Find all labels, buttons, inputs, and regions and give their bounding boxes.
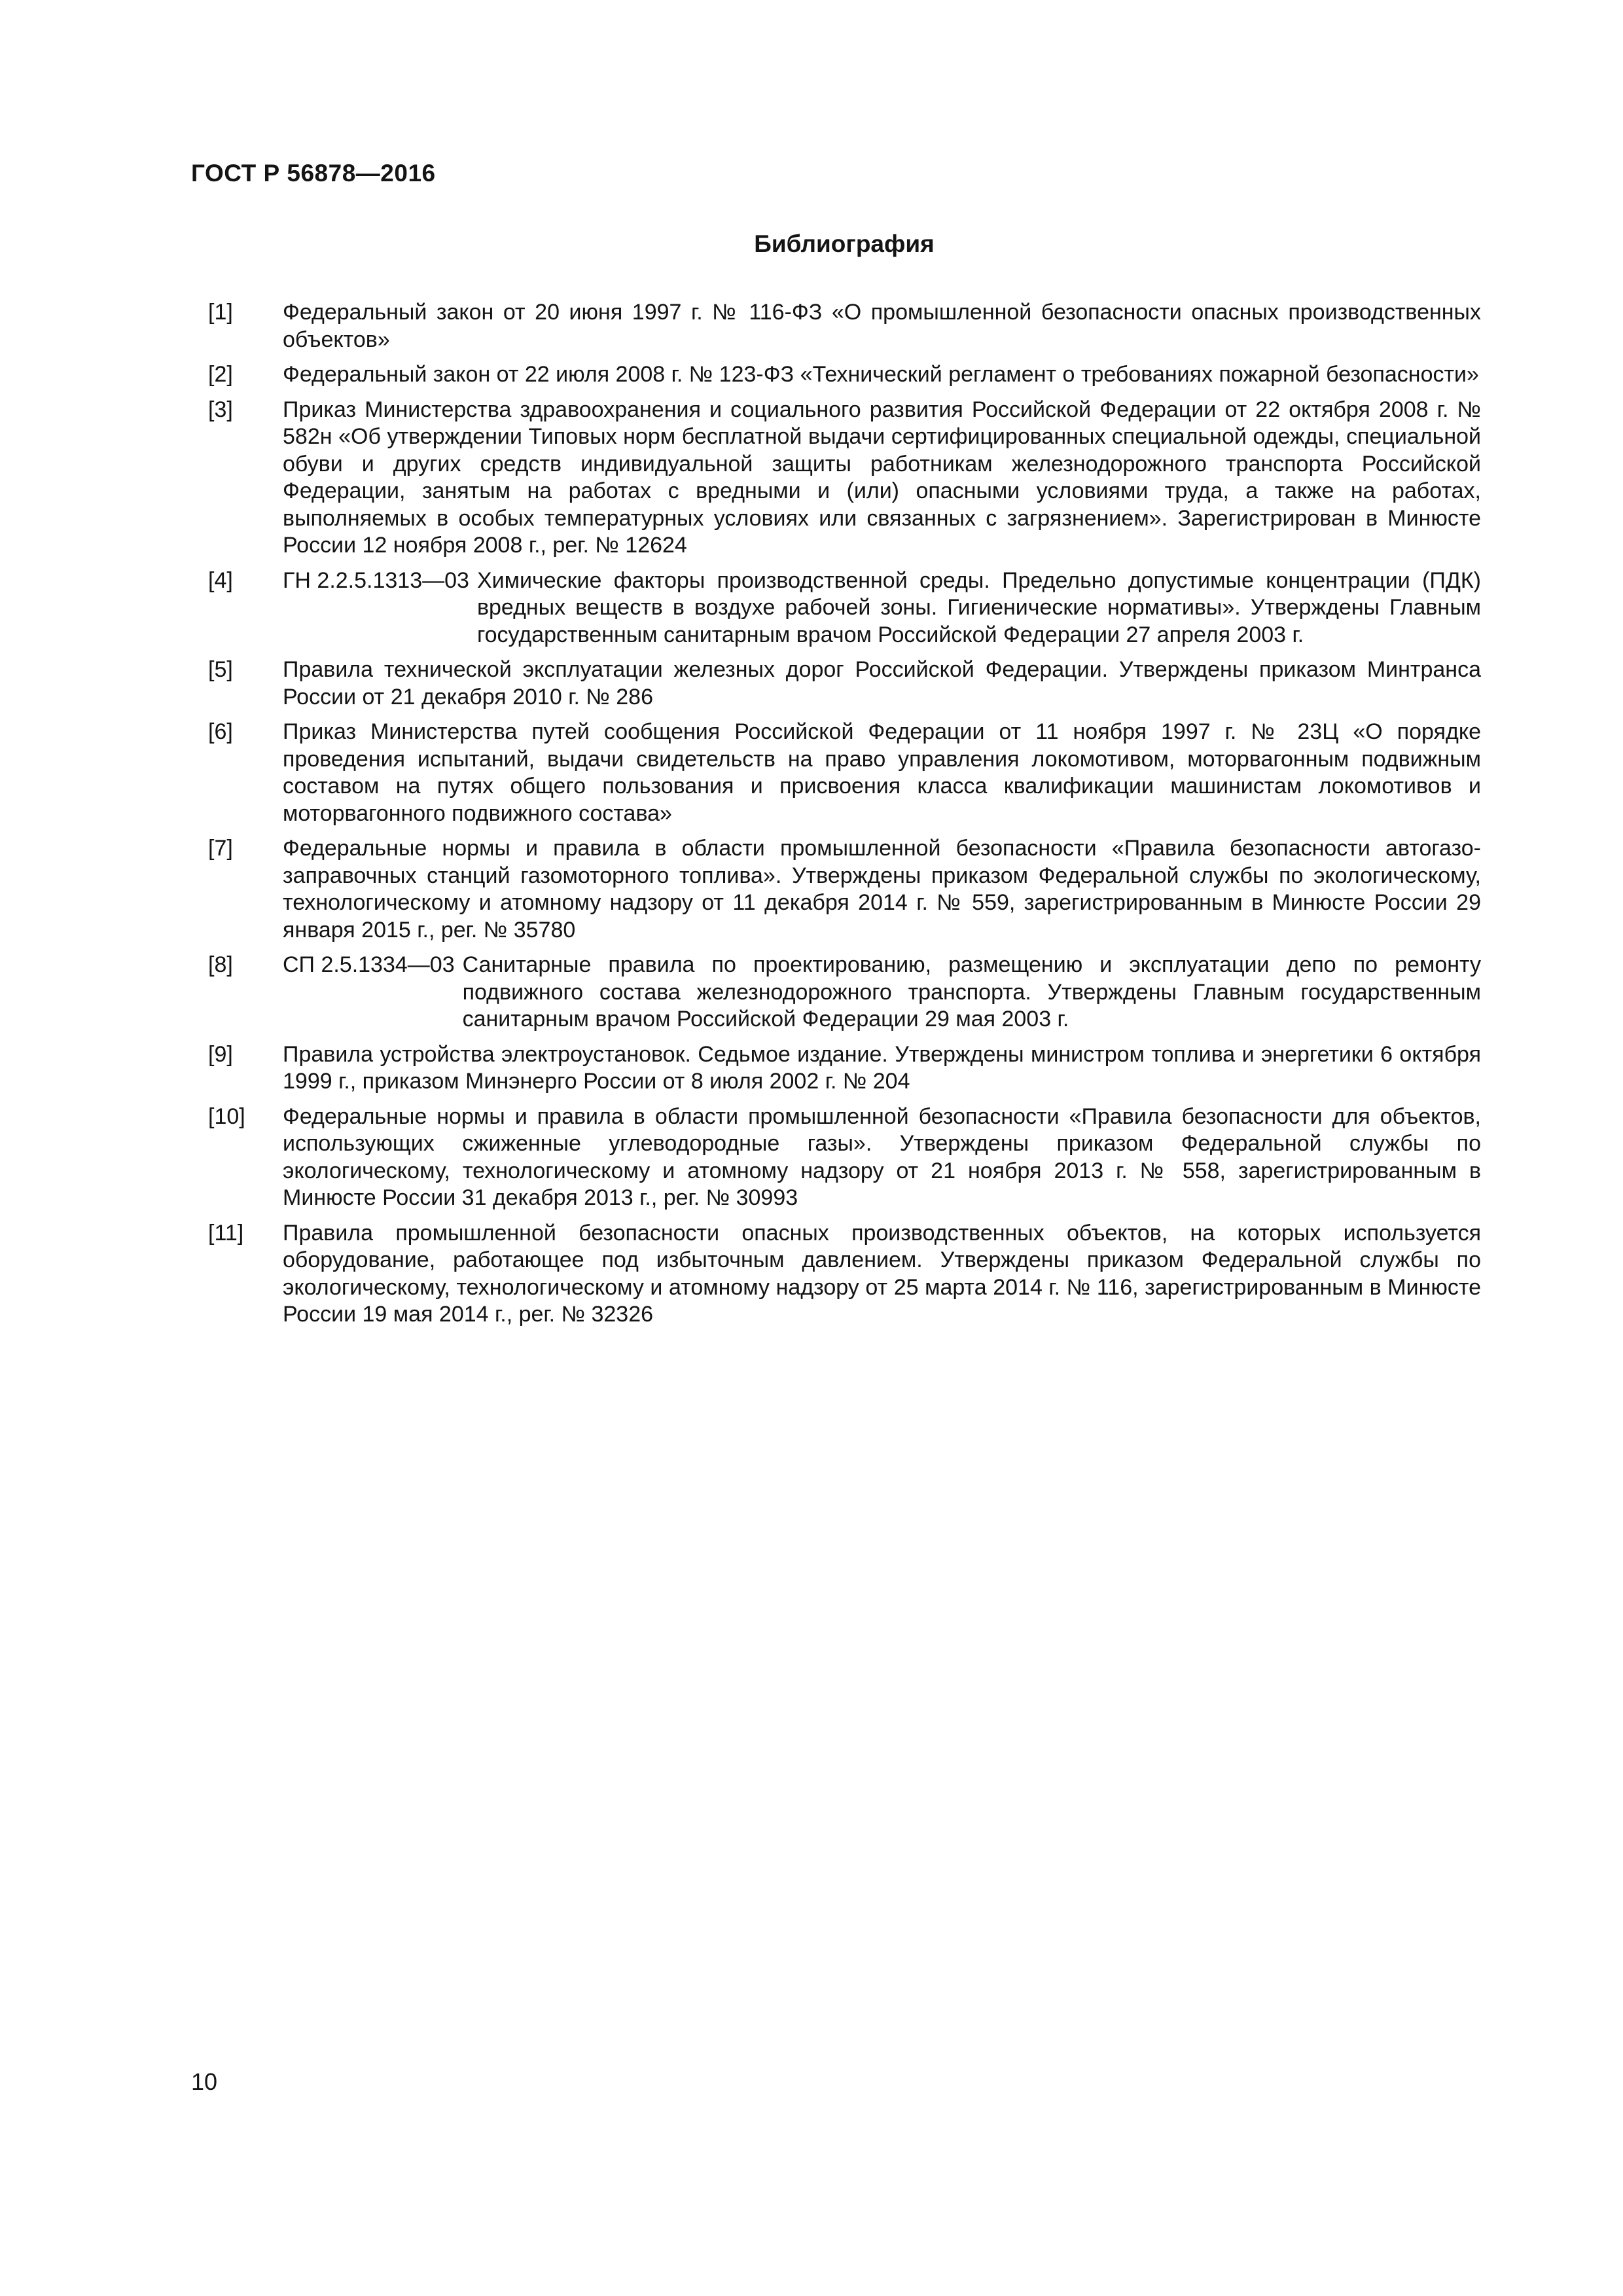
bibliography-item-text: Правила промышленной безопасности опасных производственных объектов, на которых используется оборудование, работающее под избыточным давлением. Утверждены приказом Федеральной службы по экологическому, технологическому и атомному надзору от 25 марта 2014 г. № 116, зарегистрированным в Минюсте России 19 мая 2014 г., рег. № 32326 <box>283 1220 1481 1327</box>
bibliography-item-text: Приказ Министерства здравоохранения и социального развития Российской Федерации от 22 октября 2008 г. № 582н «Об утверждении Типовых норм бесплатной выдачи сертифицированных специальной одежды, специальной обуви и других средств индивидуальной защиты работникам железнодорожного транспорта Российской Федерации, занятым на работах с вредными и (или) опасными условиями труда, а также на работах, выполняемых в особых температурных условиях или связанных с загрязнением». Зарегистрирован в Минюсте России 12 ноября 2008 г., рег. № 12624 <box>283 397 1481 558</box>
section-title: Библиография <box>754 230 935 257</box>
bibliography-item <box>208 1220 1481 1329</box>
bibliography-item-number: [11] <box>208 1220 244 1246</box>
bibliography-item-text: Федеральные нормы и правила в области промышленной безопасности «Правила безопасности для объектов, использующих сжиженные углеводородные газы». Утверждены приказом Федеральной службы по экологическому, технологическому и атомному надзору от 21 ноября 2013 г. № 558, зарегистрированным в Минюсте России 31 декабря 2013 г., рег. № 30993 <box>283 1103 1481 1210</box>
bibliography-item-text: Федеральный закон от 22 июля 2008 г. № 123-ФЗ «Технический регламент о требованиях пожарной безопасности» <box>283 362 1479 387</box>
page-number: 10 <box>191 2068 218 2095</box>
bibliography-item-text: Федеральный закон от 20 июня 1997 г. № 116-ФЗ «О промышленной безопасности опасных производственных объектов» <box>283 300 1481 352</box>
bibliography-item-number: [3] <box>208 397 233 422</box>
bibliography-item <box>208 397 1481 560</box>
bibliography-item-number: [10] <box>208 1103 245 1129</box>
bibliography-item-text: Приказ Министерства путей сообщения Российской Федерации от 11 ноября 1997 г. № 23Ц «О порядке проведения испытаний, выдачи свидетельств на право управления локомотивом, моторвагонным подвижным составом на путях общего пользования и присвоения класса квалификации машинистам локомотивов и моторвагонного подвижного состава» <box>283 719 1481 826</box>
bibliography-item <box>208 1103 1481 1212</box>
standard-code: СП 2.5.1334—03 <box>283 952 455 977</box>
bibliography-item-number: [2] <box>208 362 233 387</box>
bibliography-item-number: [6] <box>208 719 233 744</box>
bibliography-item-text: Правила технической эксплуатации железных дорог Российской Федерации. Утверждены приказом Минтранса России от 21 декабря 2010 г. № 286 <box>283 657 1481 709</box>
bibliography-item <box>208 952 1481 1033</box>
bibliography-item <box>208 1041 1481 1096</box>
bibliography-item <box>208 361 1481 389</box>
bibliography-item-text: Санитарные правила по проектированию, размещению и эксплуатации депо по ремонту подвижного состава железнодорожного транспорта. Утверждены Главным государственным санитарным врачом Российской Федерации 29 мая 2003 г. <box>462 952 1481 1031</box>
bibliography-item-number: [4] <box>208 567 233 593</box>
bibliography-item-text: Правила устройства электроустановок. Седьмое издание. Утверждены министром топлива и энергетики 6 октября 1999 г., приказом Минэнерго России от 8 июля 2002 г. № 204 <box>283 1041 1481 1094</box>
bibliography-item-body <box>283 952 1481 1033</box>
bibliography-item <box>208 719 1481 827</box>
bibliography-item-number: [9] <box>208 1041 233 1067</box>
bibliography-item <box>208 299 1481 353</box>
document-header: ГОСТ Р 56878—2016 <box>191 160 436 187</box>
bibliography-item-number: [1] <box>208 300 233 325</box>
bibliography-item-number: [5] <box>208 657 233 682</box>
bibliography-item-text: Федеральные нормы и правила в области промышленной безопасности «Правила безопасности автогазозаправочных станций газомоторного топлива». Утверждены приказом Федеральной службы по экологическому, технологическому и атомному надзору от 11 декабря 2014 г. № 559, зарегистрированным в Минюсте России 29 января 2015 г., рег. № 35780 <box>283 836 1481 942</box>
bibliography-item-body <box>283 567 1481 649</box>
bibliography-item-number: [7] <box>208 836 233 861</box>
bibliography-list <box>208 299 1481 1336</box>
bibliography-item <box>208 567 1481 649</box>
bibliography-item-number: [8] <box>208 952 233 977</box>
bibliography-item-text: Химические факторы производственной среды. Предельно допустимые концентрации (ПДК) вредных веществ в воздухе рабочей зоны. Гигиенические нормативы». Утверждены Главным государственным санитарным врачом Российской Федерации 27 апреля 2003 г. <box>476 567 1481 647</box>
bibliography-item <box>208 656 1481 711</box>
bibliography-item <box>208 835 1481 944</box>
standard-code: ГН 2.2.5.1313—03 <box>283 567 469 593</box>
